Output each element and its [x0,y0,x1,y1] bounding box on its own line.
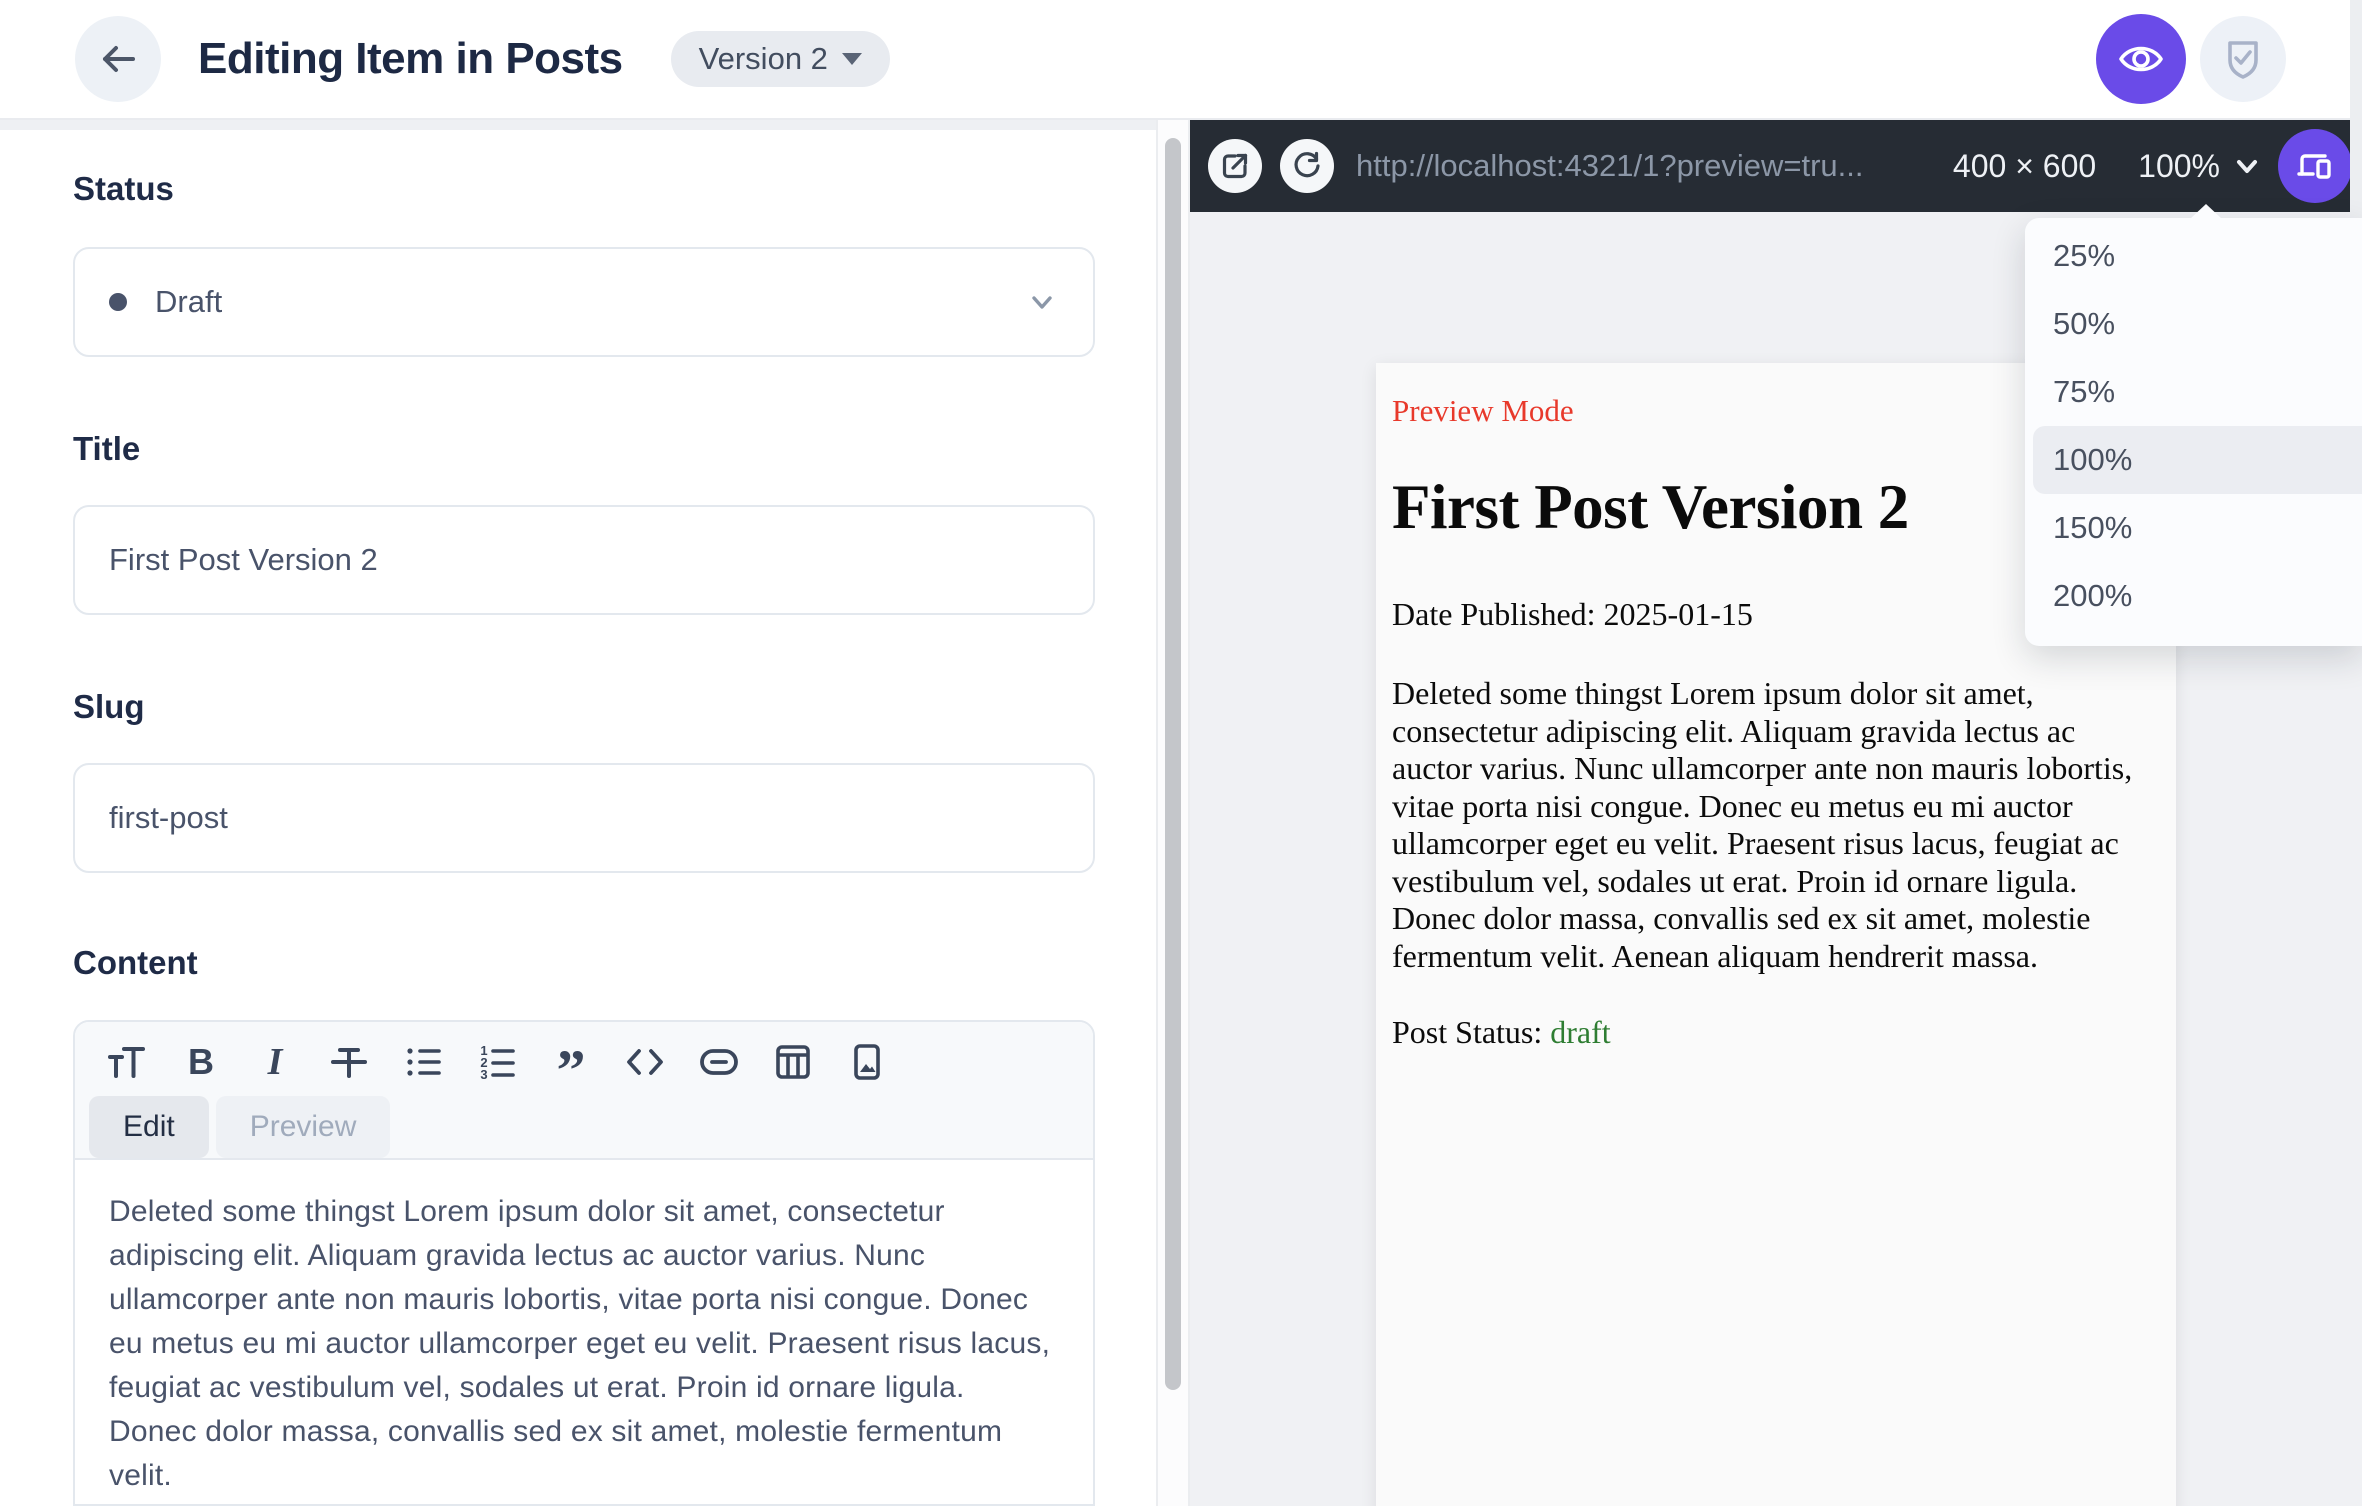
editor-toolbar [75,1038,1093,1103]
content-rich-text-editor [73,1020,1095,1506]
italic-button[interactable] [253,1040,297,1084]
panel-scrollbar-thumb[interactable] [1165,138,1181,1390]
blockquote-button[interactable] [549,1038,593,1103]
zoom-option-150[interactable]: 150% [2053,510,2133,545]
link-icon [698,1042,740,1082]
table-icon [773,1042,813,1082]
chevron-down-icon [842,53,862,65]
preview-date-line: Date Published: 2025-01-15 [1392,596,1753,632]
zoom-level-value: 100% [2138,147,2220,184]
text-size-icon [107,1042,147,1082]
svg-text:1: 1 [480,1043,488,1058]
arrow-left-icon [97,38,139,80]
chevron-down-icon [2232,151,2262,181]
shield-check-icon [2220,36,2266,82]
refresh-icon [1291,150,1323,182]
version-label: Version 2 [698,41,828,76]
preview-status-value: draft [1550,1014,1611,1050]
tab-edit[interactable]: Edit [89,1096,209,1158]
title-input[interactable] [73,505,1095,615]
code-button[interactable] [623,1040,667,1084]
editor-tabs [89,1096,1093,1158]
status-value: Draft [155,284,223,319]
zoom-option-75[interactable]: 75% [2053,374,2116,409]
preview-status-line [1392,1013,2160,1051]
viewport-dimensions: 400 × 600 [1952,147,2097,184]
validation-button[interactable] [2200,16,2286,102]
strikethrough-button[interactable] [327,1040,371,1084]
svg-text:3: 3 [480,1067,488,1082]
code-icon [624,1042,666,1082]
menu-caret-icon [2190,204,2222,219]
table-button[interactable] [771,1040,815,1084]
bold-icon: B [188,1041,214,1082]
preview-mode-badge: Preview Mode [1392,393,1574,428]
status-field-label: Status [73,170,174,207]
chevron-down-icon [1025,285,1059,319]
content-textarea[interactable]: Deleted some thingst Lorem ipsum dolor sit amet, consectetur adipiscing elit. Aliquam gravida lectus ac auctor varius. Nunc ullamcorper ante non mauris lobortis, vitae porta nisi congue. Donec eu metus eu mi auctor ullamcorper eget eu velit. Praesent risus lacus, feugiat ac vestibulum vel, sodales ut erat. Proin id ornare ligula. Donec dolor massa, convallis sed ex sit amet, molestie fermentum velit. [109,1195,1051,1492]
preview-heading: First Post Version 2 [1392,472,1909,542]
header-actions [2096,14,2286,104]
open-in-new-tab-button[interactable] [1208,139,1262,193]
link-button[interactable] [697,1040,741,1084]
status-dot-icon [109,293,127,311]
page-title: Editing Item in Posts [198,34,623,83]
preview-body-text: Deleted some thingst Lorem ipsum dolor sit amet, consectetur adipiscing elit. Aliquam gravida lectus ac auctor varius. Nunc ullamcorper ante non mauris lobortis, vitae porta nisi congue. Donec eu metus eu mi auctor ullamcorper eget eu velit. Praesent risus lacus, feugiat ac vestibulum vel, sodales ut erat. Proin id ornare ligula. Donec dolor massa, convallis sed ex sit amet, molestie fermentum velit. Aenean aliquam hendrerit massa. [1392,675,2133,974]
preview-toggle-button[interactable] [2096,14,2186,104]
app-header [0,0,2362,120]
eye-icon [2117,35,2165,83]
responsive-devices-icon [2295,146,2335,186]
bold-button[interactable] [179,1040,223,1084]
back-button[interactable] [75,16,161,102]
zoom-option-25[interactable]: 25% [2053,238,2116,273]
italic-icon: I [267,1041,283,1083]
preview-status-label: Post Status: [1392,1014,1551,1050]
slug-input[interactable] [73,763,1095,873]
image-icon [847,1042,887,1082]
preview-toolbar [1190,120,2362,212]
tab-preview[interactable]: Preview [216,1096,391,1158]
editor-toolbar-area [75,1022,1093,1160]
bullet-list-icon [403,1042,443,1082]
title-field-label: Title [73,430,141,467]
preview-url[interactable]: http://localhost:4321/1?preview=tru... [1356,148,1864,183]
blockquote-icon: ” [556,1038,586,1103]
svg-text:2: 2 [480,1055,488,1070]
text-size-button[interactable] [105,1040,149,1084]
bullet-list-button[interactable] [401,1040,445,1084]
numbered-list-icon [477,1042,517,1082]
zoom-option-50[interactable]: 50% [2053,306,2116,341]
zoom-level-dropdown[interactable] [2138,148,2262,185]
version-selector[interactable] [671,31,890,87]
external-link-icon [1219,150,1251,182]
image-button[interactable] [845,1040,889,1084]
zoom-option-100[interactable]: 100% [2033,426,2362,494]
editor-form-panel [0,130,1156,1506]
window-scrollbar-gutter [2350,0,2362,218]
refresh-button[interactable] [1280,139,1334,193]
slug-input-value: first-post [109,800,228,835]
responsive-mode-button[interactable] [2278,129,2352,203]
panel-scrollbar-track [1156,120,1190,1506]
zoom-option-200[interactable]: 200% [2053,578,2133,613]
strikethrough-icon [329,1042,369,1082]
content-field-label: Content [73,944,198,981]
status-select[interactable] [73,247,1095,357]
numbered-list-button[interactable] [475,1040,519,1084]
zoom-level-menu [2025,218,2362,646]
title-input-value: First Post Version 2 [109,542,378,577]
slug-field-label: Slug [73,688,145,725]
